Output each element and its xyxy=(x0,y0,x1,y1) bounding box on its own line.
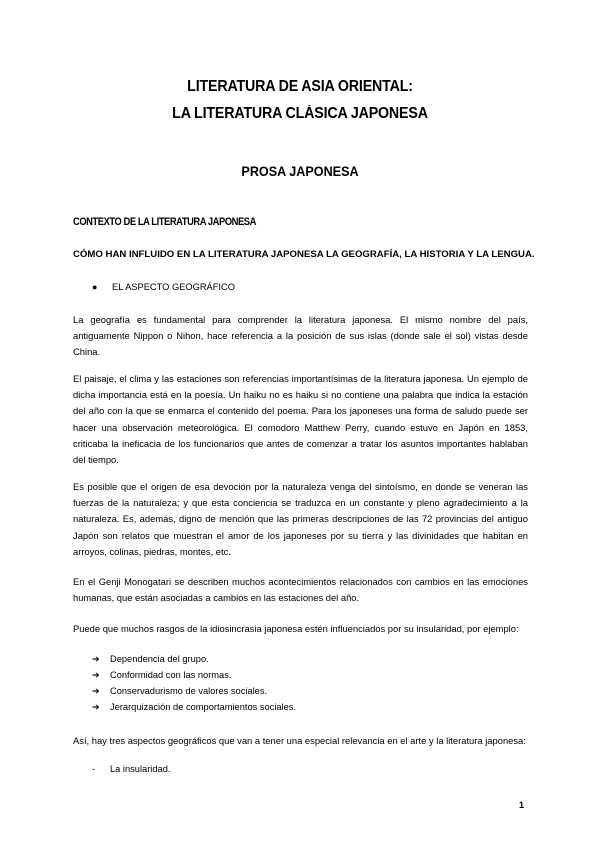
arrow-icon: ➔ xyxy=(92,670,100,680)
paragraph-closing: Así, hay tres aspectos geográficos que van a tener una especial relevancia en el arte y la literatura japonesa: xyxy=(73,735,526,746)
paragraph-geography: La geografía es fundamental para comprender la literatura japonesa. El mismo nombre del país, antiguamente Nippon o Nihon, hace referencia a la posición de sus islas (donde sale el sol) vistas desde China. xyxy=(73,314,528,358)
document-title-line-2: LA LITERATURA CLÁSICA JAPONESA xyxy=(172,105,428,122)
bullet-text: EL ASPECTO GEOGRÁFICO xyxy=(112,282,235,292)
paragraph-genji: En el Genji Monogatari se describen muchos acontecimientos relacionados con cambios en las emociones humanas, que están asociadas a cambios en las estaciones del año. xyxy=(73,576,528,604)
list-item xyxy=(92,686,267,697)
document-title-line-1: LITERATURA DE ASIA ORIENTAL: xyxy=(187,78,413,95)
list-item xyxy=(92,670,231,681)
list-item xyxy=(92,702,296,713)
question-heading: CÓMO HAN INFLUIDO EN LA LITERATURA JAPONESA LA GEOGRAFÍA, LA HISTORIA Y LA LENGUA. xyxy=(73,249,535,260)
list-item-text: La insularidad. xyxy=(110,764,171,774)
arrow-icon: ➔ xyxy=(92,654,100,664)
paragraph-insularity: Puede que muchos rasgos de la idiosincrasia japonesa estén influenciados por su insularidad, por ejemplo: xyxy=(73,623,519,634)
list-item xyxy=(92,764,170,774)
section-heading: CONTEXTO DE LA LITERATURA JAPONESA xyxy=(73,216,256,228)
list-item xyxy=(92,654,209,665)
list-item-text: Conservadurismo de valores sociales. xyxy=(110,686,268,696)
arrow-icon: ➔ xyxy=(92,702,100,712)
list-item-text: Jerarquización de comportamientos sociales. xyxy=(110,702,297,712)
list-item-text: Dependencia del grupo. xyxy=(110,654,209,664)
bullet-marker: ● xyxy=(92,282,98,292)
list-item-text: Conformidad con las normas. xyxy=(110,670,232,680)
page-number: 1 xyxy=(519,800,525,810)
paragraph-shintoism: Es posible que el origen de esa devoción por la naturaleza venga del sintoísmo, en donde se veneran las fuerzas de la naturaleza; y que esta conciencia se traduzca en un constante y pleno agradecimiento a la naturaleza. Es, además, digno de mención que las primeras descripciones de las 72 provincias del antiguo Japón son relatos que muestran el amor de los japoneses por su tierra y las divinidades que habitan en arroyos, colinas, piedras, montes, etc. xyxy=(73,481,528,557)
arrow-icon: ➔ xyxy=(92,686,100,696)
document-subtitle: PROSA JAPONESA xyxy=(241,163,359,179)
paragraph-landscape: El paisaje, el clima y las estaciones son referencias importantísimas de la literatura japonesa. Un ejemplo de dicha importancia está en la poesía. Un haiku no es haiku si no contiene una palabra que indica la estación del año con la que se enmarca el contenido del poema. Para los japoneses una forma de saludo puede ser hacer una observación meteorológica. El comodoro Matthew Perry, cuando estuvo en Japón en 1853, criticaba la ineficacia de los funcionarios que antes de comenzar a tratar los asuntos importantes hablaban del tiempo. xyxy=(73,373,528,466)
dash-marker: - xyxy=(92,764,96,774)
